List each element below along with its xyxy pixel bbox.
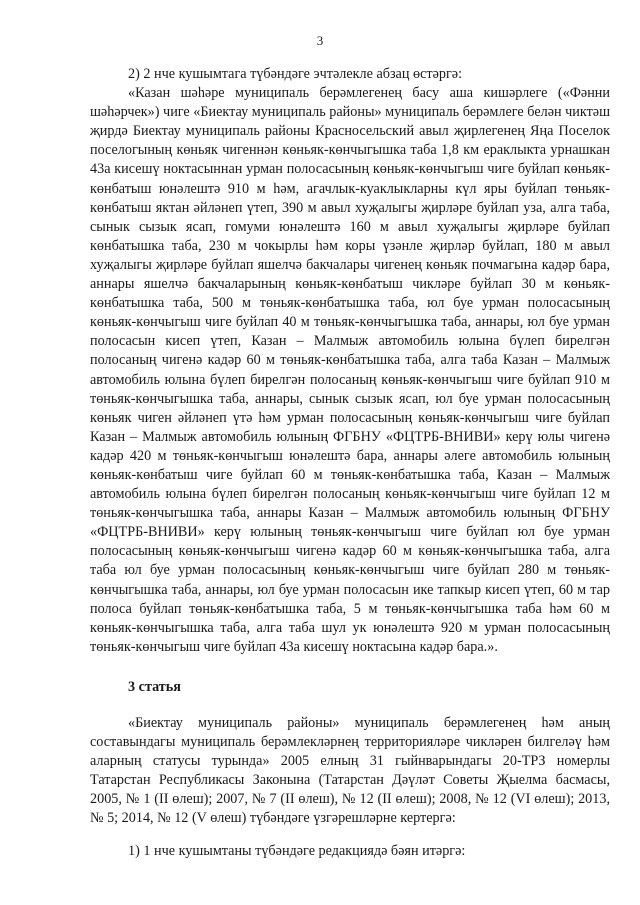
item-2-intro: 2) 2 нче кушымтага түбәндәге эчтәлекле абзац өстәргә: (128, 66, 463, 82)
page-number: 3 (316, 33, 324, 48)
spacer (90, 829, 610, 842)
spacer (90, 697, 610, 714)
article-3-paragraph: «Биектау муниципаль районы» муниципаль берәмлегенең һәм аның составындагы муниципаль берәмлекләрнең территорияләре чикләрен билгеләү һәм аларның статусы турында» 2005 елның 31 гыйнварындагы 20-ТРЗ номерлы Татарстан Республикасы Законына (Татарстан Дәүләт Советы Җыелма басмасы, 2005, № 1 (II өлеш); 2007, № 7 (II өлеш), № 12 (II өлеш); 2008, № 12 (VI өлеш); 2013, № 5; 2014, № 12 (V өлеш) түбәндәге үзгәрешләрне кертергә: (90, 715, 610, 827)
item-1-intro: 1) 1 нче кушымтаны түбәндәге редакциядә бәян итәргә: (128, 842, 466, 859)
item-2-quoted-paragraph: «Казан шәһәре муниципаль берәмлегенең басу аша кишәрлеге («Фәнни шәһәрчек») чиге «Биектау муниципаль районы» муниципаль берәмлеге белән чиктәш җирдә Биектау муниципаль районы Красносельский авыл җирлегенең Яңа Поселок поселогының көньяк чигеннән көньяк-көнчыгышка таба 1,8 км ераклыкта урнашкан 43а кисешү ноктасыннан урман полосасының көньяк-көнчыгыш чиге буйлап көньяк-көнбатыш юнәлештә 910 м һәм, агачлык-куаклыкларны күл яры буйлап төньяк-көнбатыш яктан әйләнеп үтеп, 390 м авыл хуҗалыгы җирләре буйлап уза, алга таба, сынык сызык ясап, гомуми юнәлештә 160 м авыл хуҗалыгы җирләре буйлап көнбатышка таба, 230 м чокырлы һәм коры үзәнле җирләр буйлап, 180 м авыл хуҗалыгы җирләре буйлап яшелчә бакчалары чигенең көньяк почмагына кадәр бара, аннары яшелчә бакчаларының көньяк-көнбатыш чикләре буйлап 30 м көньяк-көнбатышка таба, 500 м төньяк-көнбатышка таба, юл буе урман полосасының көньяк-көнчыгыш чиге буйлап 40 м төньяк-көнчыгышка таба, аннары, юл буе урман полосасын кисеп үтеп, Казан – Малмыж автомобиль юлына бүлеп бирелгән полосаның чигенә кадәр 60 м төньяк-көнбатышка таба, алга таба Казан – Малмыж автомобиль юлына бүлеп бирелгән полосаның көньяк-көнчыгыш чиге буйлап 910 м төньяк-көнчыгышка таба, аннары, сынык сызык ясап, юл буе урман полосасының көньяк чиген әйләнеп үтә һәм урман полосасының көньяк-көнчыгыш чиге буйлап Казан – Малмыж автомобиль юлының ФГБНУ «ФЦТРБ-ВНИВИ» керү юлы чигенә кадәр 420 м төньяк-көнчыгыш юнәлештә бара, аннары әлеге автомобиль юлының көньяк-көнбатыш чиге буйлап 60 м төньяк-көнбатышка таба, Казан – Малмыж автомобиль юлына бүлеп бирелгән полосаның көньяк-көнчыгыш чиге буйлап 12 м төньяк-көнчыгышка таба, аннары Казан – Малмыж автомобиль юлының ФГБНУ «ФЦТРБ-ВНИВИ» керү юлының төньяк-көнчыгыш чиге буйлап юл буе урман полосасының көньяк-көнчыгыш чигенә кадәр 60 м көньяк-көнчыгышка таба, алга таба юл буе урман полосасының көньяк-көнчыгыш чиге буйлап 280 м төньяк-көнчыгышка таба, аннары, юл буе урман полосасын ике тапкыр кисеп үтеп, 60 м тар полоса буйлап төньяк-көнбатышка таба, 5 м төньяк-көнчыгышка таба һәм 60 м көньяк-көнчыгышка таба, алга таба шул ук юнәлештә 920 м урман полосасының төньяк-көнчыгыш чиге буйлап 43а кисешү ноктасына кадәр бара.». (90, 85, 610, 655)
document-body (90, 65, 610, 861)
spacer (90, 657, 610, 678)
article-3-heading: 3 статья (128, 678, 181, 695)
